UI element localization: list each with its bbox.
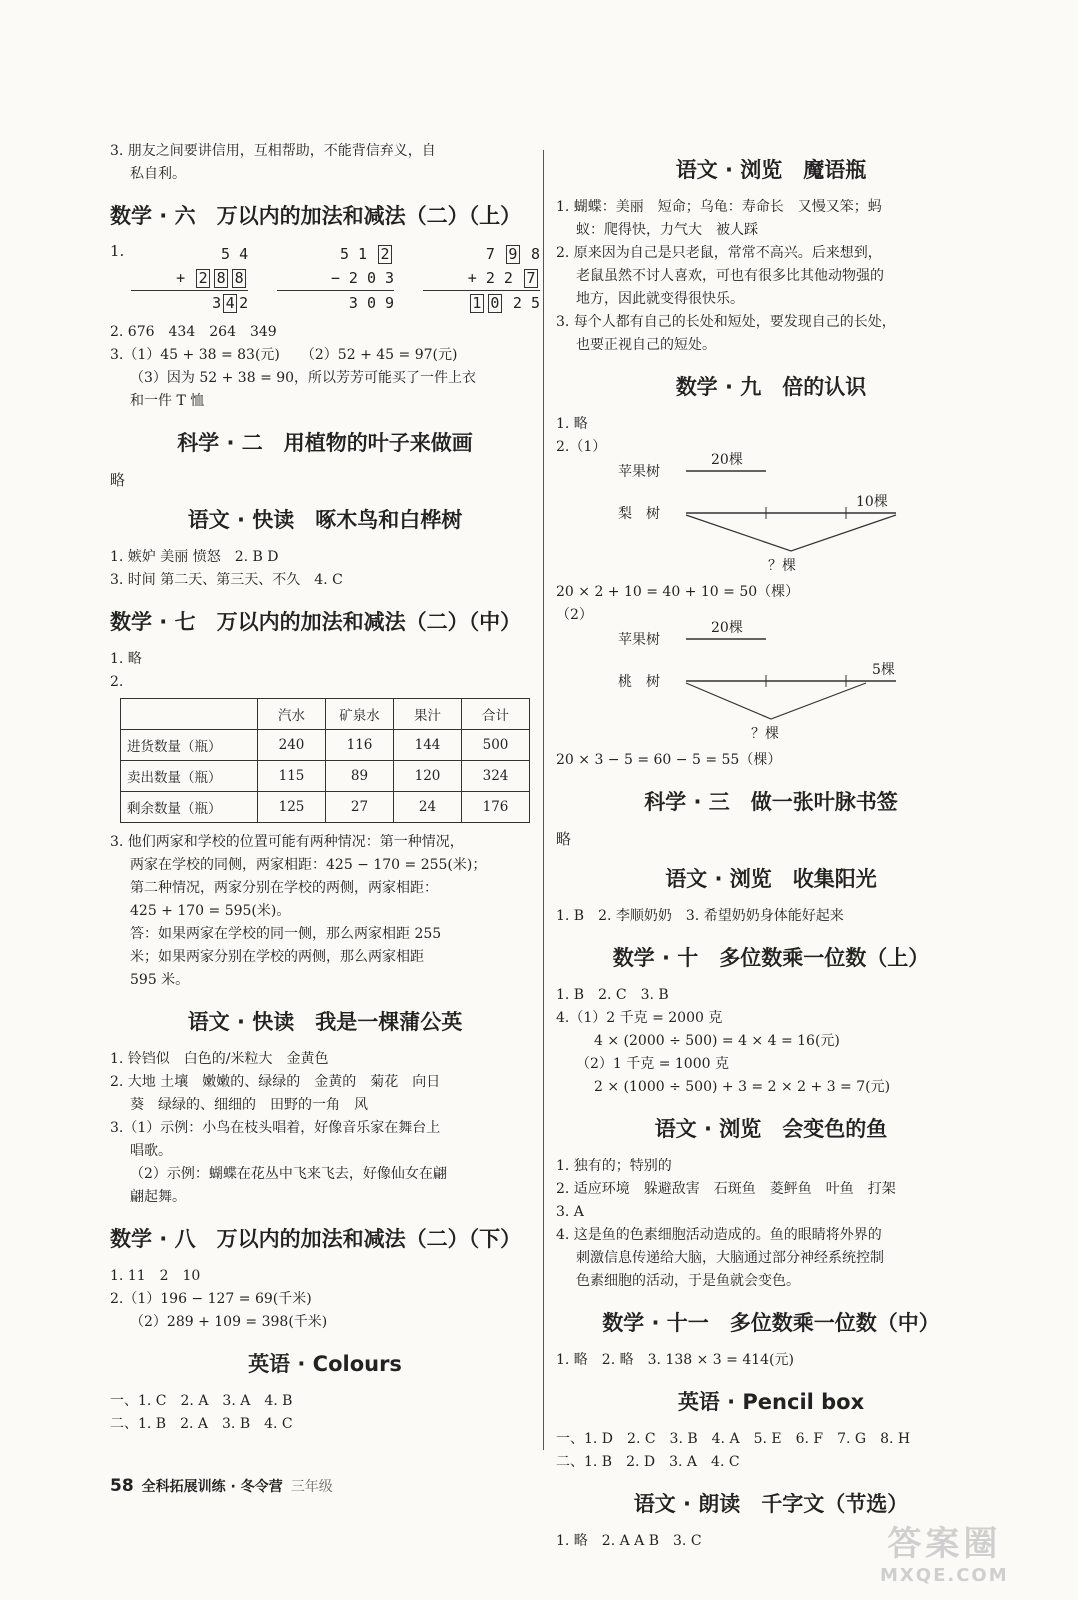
- value-label: 20棵: [711, 452, 743, 468]
- section-title: 科学 · 二 用植物的叶子来做画: [177, 431, 473, 455]
- section-title: 数学 · 八 万以内的加法和减法（二）（下）: [110, 1227, 522, 1251]
- tree-label: 桃 树: [618, 674, 660, 690]
- answer-line: 1. B 2. 李顺奶奶 3. 希望奶奶身体能好起来: [556, 908, 844, 924]
- answer-line: （2）: [556, 607, 593, 623]
- table-row: [121, 792, 530, 823]
- table-header-cell: 矿泉水: [326, 699, 394, 730]
- table-cell: 324: [462, 761, 530, 792]
- digits: 2 5: [512, 294, 540, 312]
- answer-line: 4 × (2000 ÷ 500) = 4 × 4 = 16(元): [594, 1033, 840, 1049]
- section-title: 语文 · 浏览 会变色的鱼: [654, 1117, 888, 1141]
- answer-line: 2. 适应环境 躲避敌害 石斑鱼 菱鲆鱼 叶鱼 打架: [556, 1181, 896, 1197]
- answer-line: 3. 他们两家和学校的位置可能有两种情况：第一种情况，: [110, 834, 464, 850]
- table-cell: 144: [394, 730, 462, 761]
- answer-line: 1. 嫉妒 美丽 愤怒 2. B D: [110, 549, 279, 565]
- calc-row: [131, 290, 248, 315]
- section-title: 数学 · 十 多位数乘一位数（上）: [612, 946, 930, 970]
- column-divider: [543, 150, 544, 1450]
- answer-line: 米；如果两家分别在学校的两侧，那么两家相距: [130, 949, 424, 965]
- section-title: 英语 · Pencil box: [677, 1390, 865, 1414]
- tree-label: 梨 树: [618, 506, 660, 522]
- grade-label: 三年级: [290, 1479, 333, 1495]
- line-segment-diagram-1: [556, 452, 986, 577]
- section-title: 语文 · 浏览 魔语瓶: [675, 158, 867, 182]
- table-cell: 125: [258, 792, 326, 823]
- section-title: 英语 · Colours: [248, 1352, 402, 1376]
- answer-line: 1. 独有的；特别的: [556, 1158, 672, 1174]
- table-header-cell: 汽水: [258, 699, 326, 730]
- table-cell: 116: [326, 730, 394, 761]
- value-label: 10棵: [856, 494, 888, 510]
- answer-box: 7: [524, 269, 538, 288]
- answer-line: 刺激信息传递给大脑，大脑通过部分神经系统控制: [576, 1250, 884, 1266]
- calc-row: [131, 266, 248, 290]
- answer-line: 2. 大地 土壤 嫩嫩的、绿绿的 金黄的 菊花 向日: [110, 1074, 441, 1090]
- answer-line: 2 × (1000 ÷ 500) + 3 = 2 × 2 + 3 = 7(元): [594, 1079, 891, 1095]
- watermark-text: 答案圈: [887, 1524, 1002, 1564]
- answer-box: 0: [488, 294, 502, 313]
- table-cell: 500: [462, 730, 530, 761]
- answer-line: 3.（1）示例：小鸟在枝头唱着，好像音乐家在舞台上: [110, 1120, 441, 1136]
- answer-box: 1: [470, 294, 484, 313]
- answer-line: 色素细胞的活动，于是鱼就会变色。: [576, 1273, 800, 1289]
- question-label: ？棵: [751, 726, 779, 742]
- digit: 3: [212, 294, 222, 312]
- answer-line: 3.（1）45 + 38 = 83(元) （2）52 + 45 = 97(元): [110, 347, 458, 363]
- section-title: 语文 · 快读 啄木鸟和白桦树: [187, 508, 463, 532]
- answer-line: 595 米。: [130, 972, 190, 988]
- section-title: 数学 · 六 万以内的加法和减法（二）（上）: [110, 204, 522, 228]
- table-cell: 120: [394, 761, 462, 792]
- answer-line: 20 × 3 − 5 = 60 − 5 = 55（棵）: [556, 752, 782, 768]
- total-brace: [686, 683, 866, 719]
- digit: 7: [485, 245, 495, 263]
- table-header-cell: 合计: [462, 699, 530, 730]
- answer-line: 2. 原来因为自己是只老鼠，常常不高兴。后来想到，: [556, 245, 882, 261]
- page-footer: [110, 1476, 333, 1496]
- page-number: 58: [110, 1476, 134, 1496]
- answer-line: 第二种情况，两家分别在学校的两侧，两家相距：: [130, 880, 438, 896]
- answer-box: 2: [378, 245, 392, 264]
- table-row: [121, 761, 530, 792]
- vertical-calc-3: [423, 242, 540, 315]
- answer-line: 二、1. B 2. D 3. A 4. C: [556, 1454, 740, 1470]
- table-cell: 进货数量（瓶）: [121, 730, 258, 761]
- answer-line: 地方，因此就变得很快乐。: [576, 291, 744, 307]
- table-cell: 27: [326, 792, 394, 823]
- answer-line: 4.（1）2 千克 = 2000 克: [556, 1010, 723, 1026]
- answer-note: 略: [110, 471, 126, 489]
- table-cell: 176: [462, 792, 530, 823]
- answer-line: 唱歌。: [130, 1143, 172, 1159]
- answer-line: 20 × 2 + 10 = 40 + 10 = 50（棵）: [556, 584, 800, 600]
- answer-line: （3）因为 52 + 38 = 90，所以芳芳可能买了一件上衣: [130, 370, 477, 386]
- table-header-cell: 果汁: [394, 699, 462, 730]
- answer-box: 9: [506, 245, 520, 264]
- vertical-calc-2: [277, 242, 394, 315]
- answer-box: 4: [223, 294, 237, 313]
- table-header-cell: [121, 699, 258, 730]
- section-title: 语文 · 浏览 收集阳光: [665, 867, 877, 891]
- section-title: 语文 · 朗读 千字文（节选）: [633, 1492, 909, 1516]
- answer-line: 1. 略 2. A A B 3. C: [556, 1533, 702, 1549]
- answer-line: 葵 绿绿的、细细的 田野的一角 风: [130, 1097, 368, 1113]
- table-header-row: [121, 699, 530, 730]
- answer-line: 2. 676 434 264 349: [110, 324, 277, 340]
- answer-line: 1. 铃铛似 白色的/米粒大 金黄色: [110, 1051, 329, 1067]
- site-watermark: [880, 1516, 1009, 1586]
- answer-line: 1. 略: [556, 416, 588, 432]
- answer-line: 二、1. B 2. A 3. B 4. C: [110, 1416, 293, 1432]
- answer-note: 略: [556, 830, 572, 848]
- answer-line: （2）1 千克 = 1000 克: [576, 1056, 729, 1072]
- answer-line: （2）示例：蝴蝶在花丛中飞来飞去，好像仙女在翩: [130, 1166, 447, 1182]
- answer-line: 蚁：爬得快，力气大 被人踩: [576, 222, 758, 238]
- section-title: 数学 · 七 万以内的加法和减法（二）（中）: [110, 610, 522, 634]
- tree-label: 苹果树: [618, 632, 660, 648]
- line-segment-diagram-2: [556, 620, 986, 745]
- table-row: [121, 730, 530, 761]
- total-brace: [686, 515, 896, 551]
- calc-row: [423, 242, 540, 266]
- calc-row: − 2 0 3: [330, 269, 395, 287]
- tree-label: 苹果树: [618, 464, 660, 480]
- table-cell: 24: [394, 792, 462, 823]
- section-title: 科学 · 三 做一张叶脉书签: [644, 790, 898, 814]
- digit: 8: [530, 245, 540, 263]
- answer-line: 和一件 T 恤: [130, 393, 205, 409]
- calc-row: [423, 290, 540, 315]
- vertical-calculations: [110, 242, 540, 315]
- calc-row: [277, 242, 394, 266]
- question-number: 1.: [110, 242, 125, 260]
- answer-line: 425 + 170 = 595(米)。: [130, 903, 291, 919]
- value-label: 20棵: [711, 620, 743, 636]
- digits: + 2 2: [467, 269, 513, 287]
- answer-line: 4. 这是鱼的色素细胞活动造成的。鱼的眼睛将外界的: [556, 1227, 882, 1243]
- answer-line: 1. 蝴蝶：美丽 短命；乌龟：寿命长 又慢又笨；蚂: [556, 199, 882, 215]
- calc-row: 5 4: [221, 245, 249, 263]
- section-title: 语文 · 快读 我是一棵蒲公英: [187, 1010, 463, 1034]
- section-title: 数学 · 十一 多位数乘一位数（中）: [602, 1311, 940, 1335]
- watermark-url: MXQE.COM: [880, 1565, 1009, 1586]
- answer-line: 一、1. C 2. A 3. A 4. B: [110, 1393, 293, 1409]
- answer-line: 3. 时间 第二天、第三天、不久 4. C: [110, 572, 343, 588]
- answer-line: 1. B 2. C 3. B: [556, 987, 669, 1003]
- question-label: ？棵: [768, 558, 796, 574]
- book-title: 全科拓展训练 · 冬令营: [141, 1479, 283, 1495]
- answer-line: 一、1. D 2. C 3. B 4. A 5. E 6. F 7. G 8. H: [556, 1431, 911, 1447]
- left-column: [110, 140, 540, 1436]
- vertical-calc-1: [131, 242, 248, 315]
- answer-box: 8: [232, 269, 246, 288]
- table-cell: 240: [258, 730, 326, 761]
- answer-line: 翩起舞。: [130, 1189, 186, 1205]
- table-cell: 115: [258, 761, 326, 792]
- answer-line: 1. 略: [110, 651, 142, 667]
- answer-line: 也要正视自己的短处。: [576, 337, 716, 353]
- answer-line: （2）289 + 109 = 398(千米): [130, 1314, 328, 1330]
- inventory-table: [120, 698, 530, 823]
- answer-line: 3. A: [556, 1204, 584, 1220]
- calc-row: [423, 266, 540, 290]
- answer-line: 两家在学校的同侧，两家相距：425 − 170 = 255(米)；: [130, 857, 487, 873]
- section-title: 数学 · 九 倍的认识: [675, 375, 867, 399]
- answer-line: 老鼠虽然不讨人喜欢，可也有很多比其他动物强的: [576, 268, 884, 284]
- answer-line: 3. 每个人都有自己的长处和短处，要发现自己的长处，: [556, 314, 896, 330]
- answer-box: 8: [214, 269, 228, 288]
- calc-row: 3 0 9: [277, 290, 394, 315]
- digits: 5 1: [339, 245, 368, 263]
- table-cell: 剩余数量（瓶）: [121, 792, 258, 823]
- answer-line: 2.（1）196 − 127 = 69(千米): [110, 1291, 312, 1307]
- right-column: [556, 140, 986, 1553]
- intro-line: 私自利。: [130, 166, 186, 182]
- answer-line: 答：如果两家在学校的同一侧，那么两家相距 255: [130, 926, 442, 942]
- answer-line: 1. 略 2. 略 3. 138 × 3 = 414(元): [556, 1352, 794, 1368]
- digit: 2: [239, 294, 249, 312]
- answer-box: 2: [196, 269, 210, 288]
- answer-line: 2.（1）: [556, 439, 607, 455]
- table-cell: 89: [326, 761, 394, 792]
- intro-line: 3. 朋友之间要讲信用，互相帮助，不能背信弃义，自: [110, 143, 436, 159]
- answer-line: 1. 11 2 10: [110, 1268, 201, 1284]
- value-label: 5棵: [872, 662, 895, 678]
- operator: +: [176, 269, 186, 287]
- table-cell: 卖出数量（瓶）: [121, 761, 258, 792]
- answer-line: 2.: [110, 674, 124, 690]
